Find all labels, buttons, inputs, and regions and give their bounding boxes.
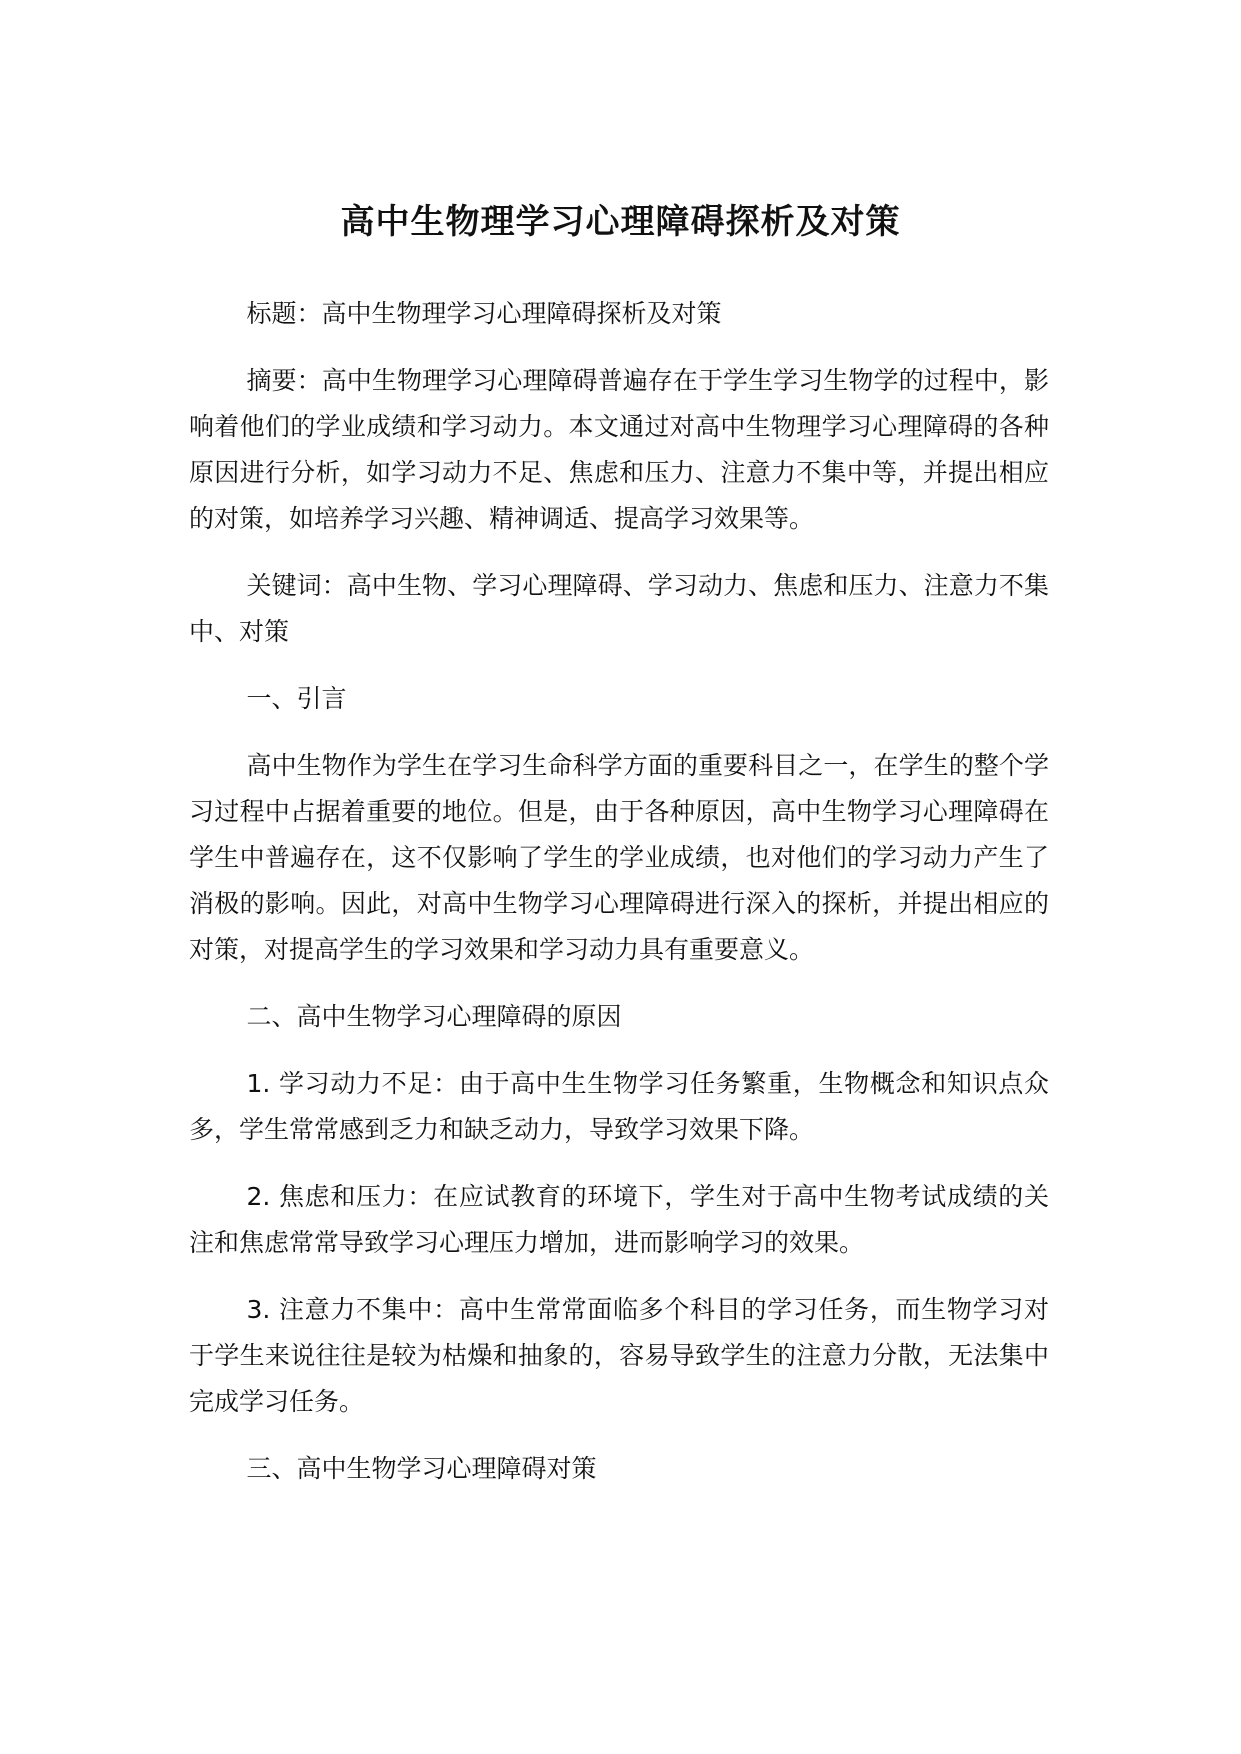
document-title: 高中生物理学习心理障碍探析及对策	[340, 201, 901, 242]
section-heading-causes: 二、高中生物学习心理障碍的原因	[246, 1002, 622, 1031]
section-heading-countermeasures: 三、高中生物学习心理障碍对策	[246, 1454, 597, 1483]
paragraph-introduction: 高中生物作为学生在学习生命科学方面的重要科目之一，在学生的整个学习过程中占据着重要的地位。但是，由于各种原因，高中生物学习心理障碍在学生中普遍存在，这不仅影响了学生的学业成绩，也对他们的学习动力产生了消极的影响。因此，对高中生物学习心理障碍进行深入的探析，并提出相应的对策，对提高学生的学习效果和学习动力具有重要意义。	[189, 751, 1049, 964]
list-item-cause-2: 2. 焦虑和压力：在应试教育的环境下，学生对于高中生物考试成绩的关注和焦虑常常导致学习心理压力增加，进而影响学习的效果。	[189, 1182, 1049, 1257]
paragraph-abstract: 摘要：高中生物理学习心理障碍普遍存在于学生学习生物学的过程中，影响着他们的学业成绩和学习动力。本文通过对高中生物理学习心理障碍的各种原因进行分析，如学习动力不足、焦虑和压力、注意力不集中等，并提出相应的对策，如培养学习兴趣、精神调适、提高学习效果等。	[189, 366, 1049, 533]
list-item-cause-1: 1. 学习动力不足：由于高中生生物学习任务繁重，生物概念和知识点众多，学生常常感到乏力和缺乏动力，导致学习效果下降。	[189, 1069, 1049, 1144]
paragraph-keywords: 关键词：高中生物、学习心理障碍、学习动力、焦虑和压力、注意力不集中、对策	[189, 571, 1049, 646]
document-body	[189, 291, 1049, 1513]
paragraph-title-line: 标题：高中生物理学习心理障碍探析及对策	[246, 299, 722, 328]
section-heading-introduction: 一、引言	[246, 684, 347, 713]
list-item-cause-3: 3. 注意力不集中：高中生常常面临多个科目的学习任务，而生物学习对于学生来说往往是较为枯燥和抽象的，容易导致学生的注意力分散，无法集中完成学习任务。	[189, 1295, 1049, 1416]
